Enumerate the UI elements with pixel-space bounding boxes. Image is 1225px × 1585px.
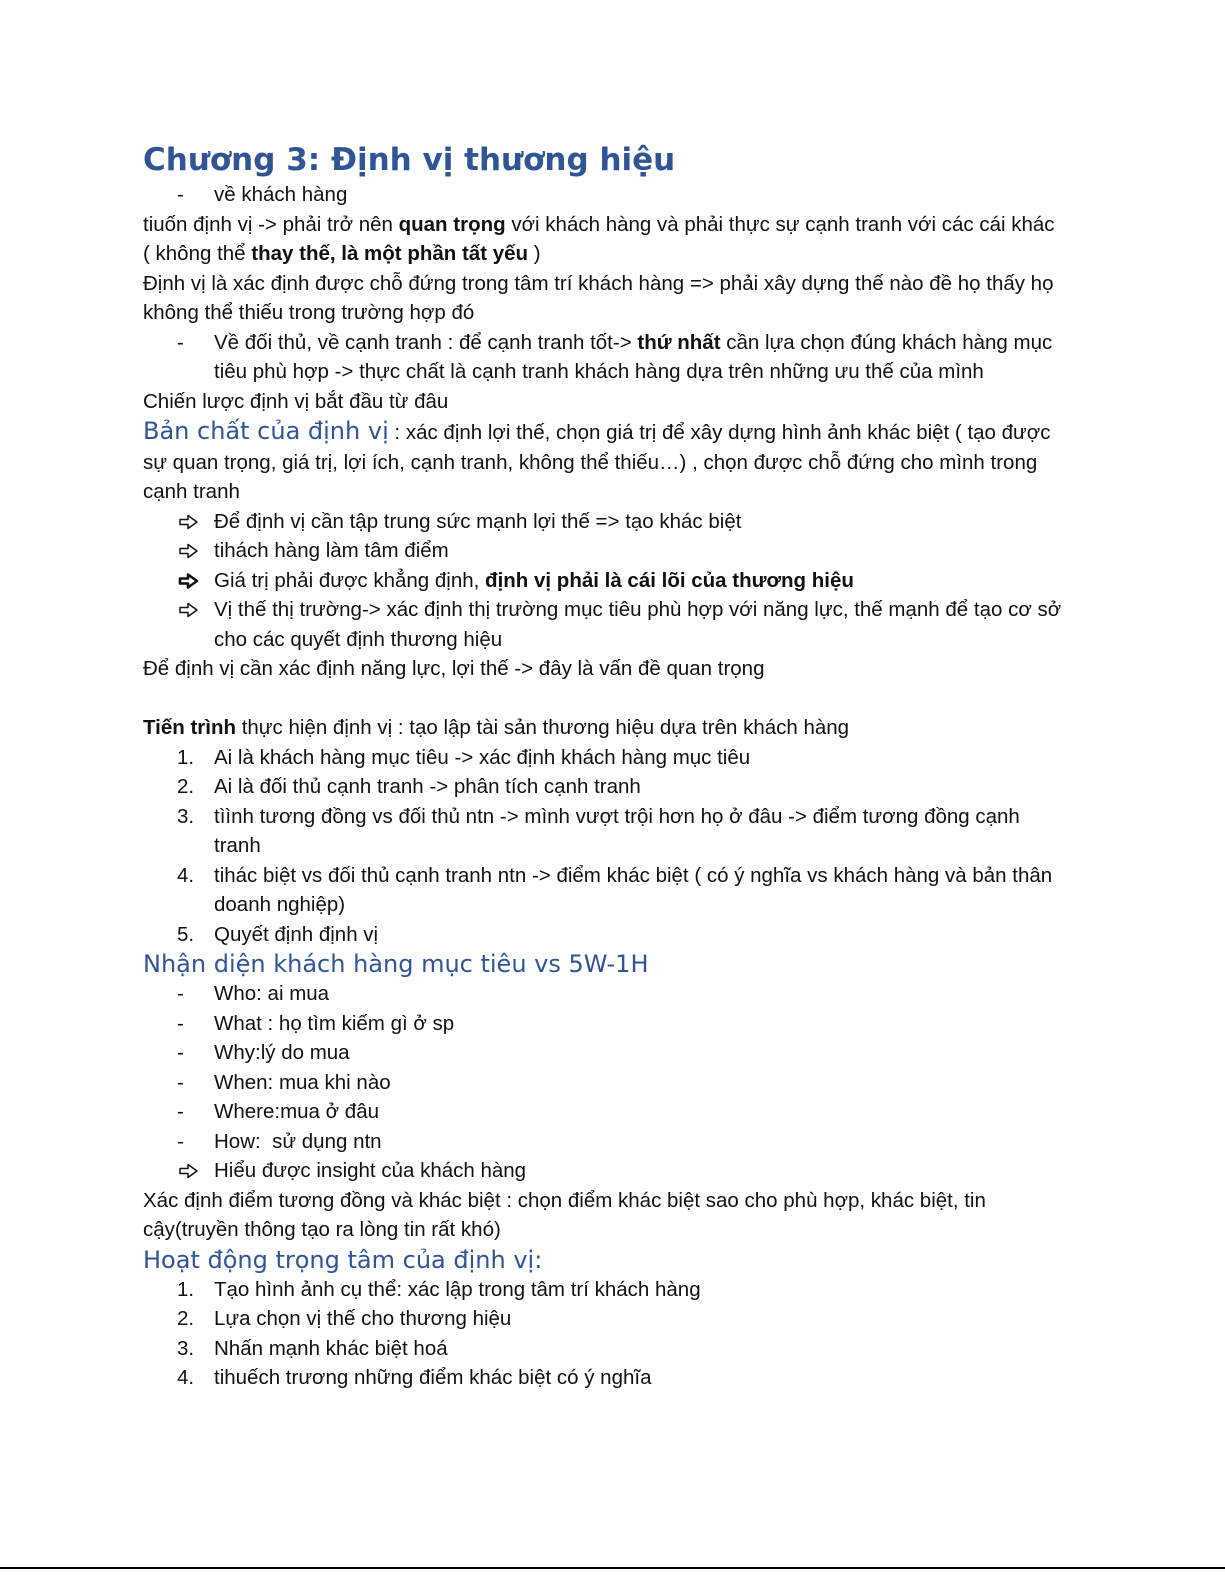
text-run: thực hiện định vị : tạo lập tài sản thương hiệu dựa trên khách hàng (236, 716, 850, 739)
list-number: 3. (177, 1336, 195, 1360)
paragraph: Chiến lược định vị bắt đầu từ đâu (143, 389, 449, 413)
blank-line (143, 684, 1063, 714)
list-item-text: tihác biệt vs đối thủ cạnh tranh ntn -> điểm khác biệt ( có ý nghĩa vs khách hàng và bản thân doanh nghiệp) (214, 863, 1053, 916)
bullet-item (143, 1009, 1063, 1039)
list-item (143, 1275, 1063, 1305)
right-arrow-icon (178, 543, 200, 559)
arrow-item-text: Để định vị cần tập trung sức mạnh lợi thế => tạo khác biệt (214, 509, 742, 533)
dash-marker: - (177, 1070, 184, 1094)
text-run: cần lựa chọn đúng khách hàng mục tiêu phù hợp -> thực chất là cạnh tranh khách hàng dựa trên những ưu thế của mình (214, 330, 1053, 383)
paragraph: Để định vị cần xác định năng lực, lợi thế -> đây là vấn đề quan trọng (143, 657, 765, 680)
dash-marker: - (177, 330, 184, 354)
arrow-item (143, 566, 1063, 596)
bullet-item (143, 180, 1063, 210)
section-heading: Nhận diện khách hàng mục tiêu vs 5W-1H (143, 950, 649, 978)
list-number: 2. (177, 775, 195, 798)
text-run: tiuốn định vị -> phải trở nên (143, 212, 399, 236)
list-item-text: Quyết định định vị (214, 922, 379, 946)
list-number: 4. (177, 1366, 195, 1389)
list-item-text: Lựa chọn vị thế cho thương hiệu (214, 1307, 512, 1330)
dash-marker: - (177, 1041, 184, 1064)
arrow-item-text: tihách hàng làm tâm điểm (214, 539, 449, 562)
bullet-text: Why:lý do mua (214, 1041, 350, 1064)
list-item (143, 802, 1063, 861)
bullet-text: Who: ai mua (214, 982, 330, 1005)
text-run: ) (528, 242, 541, 265)
list-number: 3. (177, 804, 195, 828)
arrow-item-text: Hiểu được insight của khách hàng (214, 1159, 527, 1182)
numbered-list (143, 743, 1063, 950)
arrow-item (143, 536, 1063, 566)
right-arrow-icon (178, 573, 200, 589)
arrow-item (143, 1156, 1063, 1186)
bullet-text: về khách hàng (214, 183, 348, 206)
list-item-text: Nhấn mạnh khác biệt hoá (214, 1336, 448, 1360)
dash-marker: - (177, 1100, 184, 1123)
bullet-text: Where:mua ở đâu (214, 1100, 379, 1123)
list-number: 4. (177, 863, 195, 887)
bullet-text: When: mua khi nào (214, 1070, 391, 1094)
list-item (143, 1304, 1063, 1334)
paragraph (143, 416, 1063, 507)
list-item (143, 743, 1063, 773)
paragraph: Xác định điểm tương đồng và khác biệt : chọn điểm khác biệt sao cho phù hợp, khác biệt, tin cậy(truyền thông tạo ra lòng tin rất khó) (143, 1188, 986, 1241)
list-item-text: Tạo hình ảnh cụ thể: xác lập trong tâm trí khách hàng (214, 1277, 701, 1301)
bullet-item (143, 1097, 1063, 1127)
bold-text: định vị phải là cái lõi của thương hiệu (485, 568, 854, 592)
text-run: Về đối thủ, về cạnh tranh : để cạnh tranh tốt-> (214, 330, 638, 354)
right-arrow-icon (178, 514, 200, 530)
list-item-text: Ai là khách hàng mục tiêu -> xác định khách hàng mục tiêu (214, 745, 751, 769)
bullet-text: How: sử dụng ntn (214, 1129, 382, 1153)
list-item (143, 861, 1063, 920)
paragraph: Định vị là xác định được chỗ đứng trong tâm trí khách hàng => phải xây dựng thế nào đề họ thấy họ không thể thiếu trong trường hợp đó (143, 271, 1054, 324)
arrow-item (143, 507, 1063, 537)
bold-text: quan trọng (398, 212, 506, 236)
page-title: Chương 3: Định vị thương hiệu (143, 142, 676, 178)
bold-text: thứ nhất (637, 330, 721, 354)
dash-marker: - (177, 982, 184, 1005)
bullet-item (143, 979, 1063, 1009)
list-item (143, 1334, 1063, 1364)
paragraph (143, 210, 1063, 269)
list-item (143, 772, 1063, 802)
right-arrow-icon (178, 1163, 200, 1179)
bullet-item (143, 1127, 1063, 1157)
text-run: Giá trị phải được khẳng định, (214, 568, 486, 592)
text-run: với khách hàng và phải thực sự cạnh tranh với các cái khác ( không thể (143, 212, 1055, 265)
section-heading: Hoạt động trọng tâm của định vị: (143, 1245, 543, 1274)
list-number: 1. (177, 1277, 195, 1301)
bullet-item (143, 1068, 1063, 1098)
right-arrow-icon (178, 602, 200, 618)
bullet-text: What : họ tìm kiếm gì ở sp (214, 1011, 455, 1035)
bullet-item (143, 1038, 1063, 1068)
bold-text: Tiến trình (143, 716, 237, 739)
arrow-item-text: Vị thế thị trường-> xác định thị trường mục tiêu phù hợp với năng lực, thế mạnh để tạo cơ sở cho các quyết định thương hiệu (214, 598, 1062, 651)
list-item-text: tìình tương đồng vs đối thủ ntn -> mình vượt trội hơn họ ở đâu -> điểm tương đồng cạnh tranh (214, 804, 1020, 857)
paragraph (143, 713, 1063, 743)
list-item (143, 920, 1063, 950)
text-run: : xác định lợi thế, chọn giá trị để xây dựng hình ảnh khác biệt ( tạo được sự quan trọng, giá trị, lợi ích, cạnh tranh, không thể thiếu…) , chọn được chỗ đứng cho mình trong cạnh tranh (143, 421, 1051, 503)
dash-marker: - (177, 1011, 184, 1035)
list-item-text: Ai là đối thủ cạnh tranh -> phân tích cạnh tranh (214, 775, 641, 798)
document-page (143, 140, 1063, 1393)
list-item (143, 1363, 1063, 1393)
page-bottom-border (0, 1567, 1225, 1569)
dash-marker: - (177, 183, 184, 206)
bullet-list (143, 979, 1063, 1156)
list-number: 2. (177, 1307, 195, 1330)
bold-text: thay thế, là một phần tất yếu (251, 242, 529, 265)
section-heading: Bản chất của định vị (143, 417, 389, 445)
dash-marker: - (177, 1129, 184, 1153)
list-number: 1. (177, 745, 195, 769)
arrow-item (143, 595, 1063, 654)
list-item-text: tihuếch trương những điểm khác biệt có ý nghĩa (214, 1366, 652, 1389)
numbered-list (143, 1275, 1063, 1393)
bullet-item (143, 328, 1063, 387)
list-number: 5. (177, 922, 195, 946)
